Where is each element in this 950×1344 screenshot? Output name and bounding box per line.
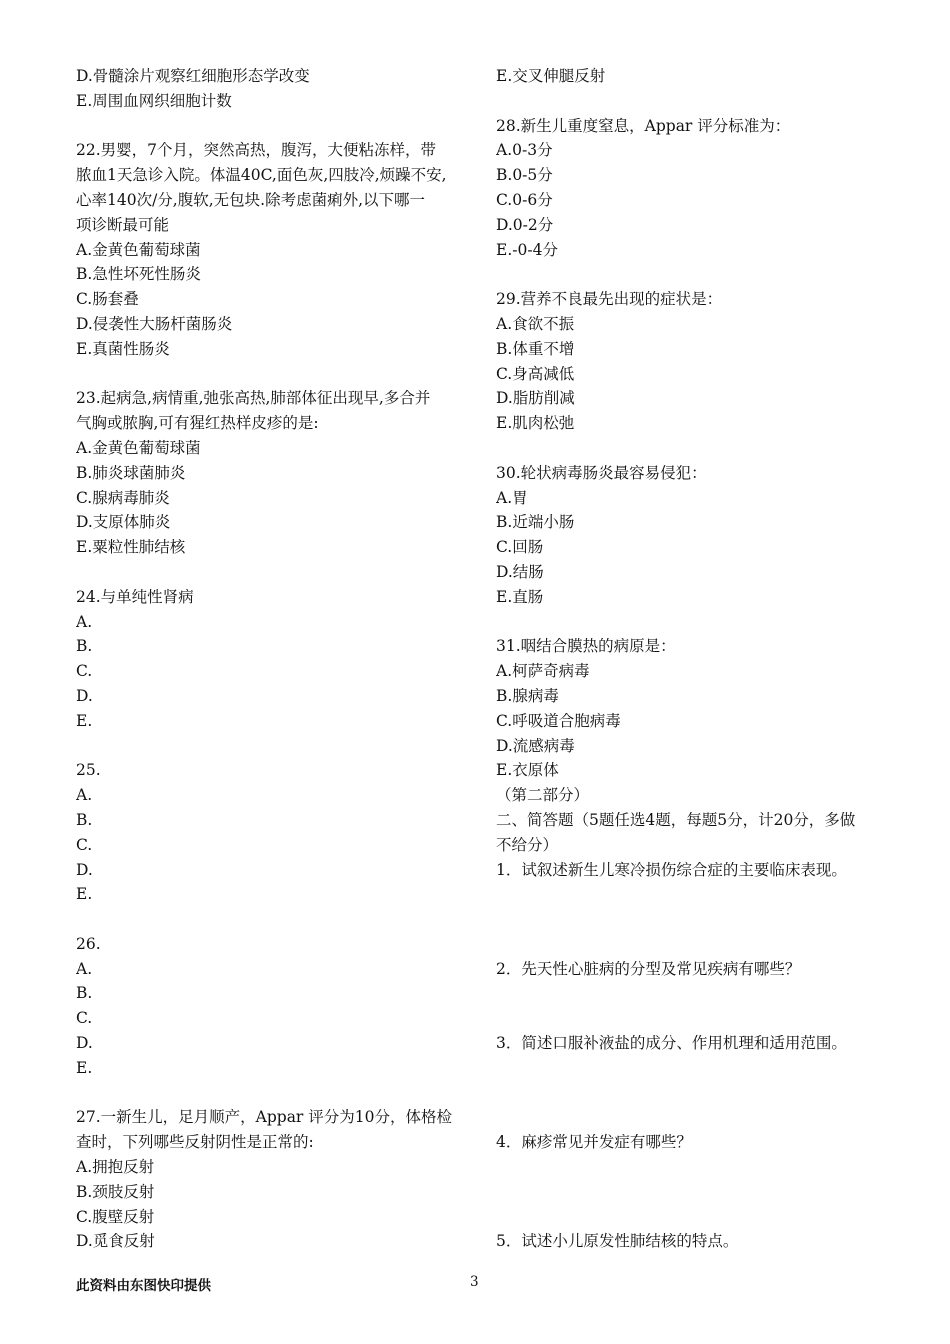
option-e: E.真菌性肠炎 — [76, 339, 170, 358]
question-stem-line: 24.与单纯性肾病 — [76, 587, 194, 606]
option-b: B.颈肢反射 — [76, 1182, 155, 1201]
question-23 — [76, 386, 468, 560]
option-e: E.-0-4分 — [496, 240, 558, 259]
question-stem-line: 脓血1天急诊入院。体温40C,面色灰,四肢冷,烦躁不安, — [76, 166, 447, 185]
question-24 — [76, 585, 468, 734]
question-22 — [76, 138, 468, 361]
question-27 — [76, 1105, 468, 1254]
option-a: A.金黄色葡萄球菌 — [76, 240, 201, 259]
question-31 — [496, 634, 888, 783]
option-b: B.急性坏死性肠炎 — [76, 265, 201, 284]
short-answer-question-2: 2．先天性心脏病的分型及常见疾病有哪些？ — [496, 959, 801, 978]
question-stem-line: 28.新生儿重度窒息，Appar 评分标准为： — [496, 116, 791, 135]
question-25 — [76, 758, 468, 907]
section-title: 二、简答题（5题任选4题，每题5分，计20分，多做 — [496, 810, 856, 829]
question-stem-line: 项诊断最可能 — [76, 215, 170, 234]
option-c: C.0-6分 — [496, 190, 553, 209]
option-c: C.回肠 — [496, 538, 544, 557]
question-stem-line: 22.男婴，7个月，突然高热，腹泻，大便粘冻样，带 — [76, 141, 437, 160]
question-stem-line: 30.轮状病毒肠炎最容易侵犯： — [496, 463, 707, 482]
option-d: D.脂肪削减 — [496, 389, 575, 408]
option-b: B.体重不增 — [496, 339, 575, 358]
option-d: D. — [76, 686, 93, 705]
option-c: C.身高减低 — [496, 364, 575, 383]
option-d: D.觅食反射 — [76, 1232, 155, 1251]
option-b: B.肺炎球菌肺炎 — [76, 463, 186, 482]
option-c: C. — [76, 835, 93, 854]
question-30 — [496, 461, 888, 610]
option-c: C.腹壁反射 — [76, 1207, 155, 1226]
option-a: A. — [76, 959, 93, 978]
option-b: B.近端小肠 — [496, 513, 575, 532]
option-e: E.交叉伸腿反射 — [496, 67, 606, 85]
short-answer-question-5: 5．试述小儿原发性肺结核的特点。 — [496, 1232, 739, 1251]
option-c: C.呼吸道合胞病毒 — [496, 711, 621, 730]
option-e: E.直肠 — [496, 587, 544, 606]
option-e: E. — [76, 711, 93, 730]
option-d: D. — [76, 1034, 93, 1053]
question-27-tail — [496, 64, 888, 89]
option-b: B. — [76, 984, 93, 1003]
option-e: E.肌肉松弛 — [496, 414, 575, 433]
question-26 — [76, 932, 468, 1081]
option-d: D.流感病毒 — [496, 736, 575, 755]
option-e: E. — [76, 885, 93, 904]
short-answer-section — [496, 783, 888, 1254]
short-answer-question-1: 1．试叙述新生儿寒冷损伤综合症的主要临床表现。 — [496, 860, 847, 879]
section-title: 不给分） — [496, 835, 559, 854]
question-stem-line: 25. — [76, 761, 101, 780]
left-column — [76, 64, 468, 1254]
question-stem-line: 31.咽结合膜热的病原是： — [496, 637, 676, 656]
option-c: C. — [76, 662, 93, 681]
option-c: C. — [76, 1009, 93, 1028]
option-b: B.腺病毒 — [496, 686, 559, 705]
option-a: A.拥抱反射 — [76, 1158, 155, 1177]
question-29 — [496, 287, 888, 436]
option-b: B. — [76, 637, 93, 656]
option-a: A.0-3分 — [496, 141, 553, 160]
option-e: E.周围血网织细胞计数 — [76, 91, 232, 110]
option-d: D.骨髓涂片观察红细胞形态学改变 — [76, 67, 310, 85]
footer-source: 此资料由东图快印提供 — [76, 1278, 211, 1294]
question-stem-line: 23.起病急,病情重,弛张高热,肺部体征出现早,多合并 — [76, 389, 431, 408]
option-a: A.食欲不振 — [496, 314, 575, 333]
option-e: E. — [76, 1058, 93, 1077]
page-number: 3 — [470, 1274, 479, 1290]
option-e: E.粟粒性肺结核 — [76, 538, 186, 557]
short-answer-question-4: 4．麻疹常见并发症有哪些？ — [496, 1133, 692, 1152]
option-c: C.肠套叠 — [76, 290, 139, 309]
option-a: A. — [76, 786, 93, 805]
option-c: C.腺病毒肺炎 — [76, 488, 170, 507]
option-d: D. — [76, 860, 93, 879]
option-d: D.0-2分 — [496, 215, 554, 234]
short-answer-question-3: 3．简述口服补液盐的成分、作用机理和适用范围。 — [496, 1034, 847, 1053]
option-b: B. — [76, 810, 93, 829]
question-stem-line: 27.一新生儿，足月顺产，Appar 评分为10分，体格检 — [76, 1108, 452, 1127]
question-stem-line: 29.营养不良最先出现的症状是： — [496, 290, 723, 309]
option-d: D.结肠 — [496, 562, 544, 581]
option-e: E.衣原体 — [496, 761, 559, 780]
part-label: （第二部分） — [496, 786, 590, 805]
option-a: A.柯萨奇病毒 — [496, 662, 590, 681]
right-column — [496, 64, 888, 1254]
question-stem-line: 气胸或脓胸,可有猩红热样皮疹的是: — [76, 414, 319, 433]
question-stem-line: 查时，下列哪些反射阴性是正常的: — [76, 1133, 314, 1152]
option-a: A.金黄色葡萄球菌 — [76, 438, 201, 457]
option-d: D.支原体肺炎 — [76, 513, 171, 532]
question-28 — [496, 114, 888, 263]
question-21-tail — [76, 64, 468, 114]
option-b: B.0-5分 — [496, 166, 553, 185]
option-a: A.胃 — [496, 488, 528, 507]
option-a: A. — [76, 612, 93, 631]
question-stem-line: 心率140次/分,腹软,无包块.除考虑菌痢外,以下哪一 — [76, 190, 426, 209]
option-d: D.侵袭性大肠杆菌肠炎 — [76, 314, 233, 333]
question-stem-line: 26. — [76, 934, 101, 953]
